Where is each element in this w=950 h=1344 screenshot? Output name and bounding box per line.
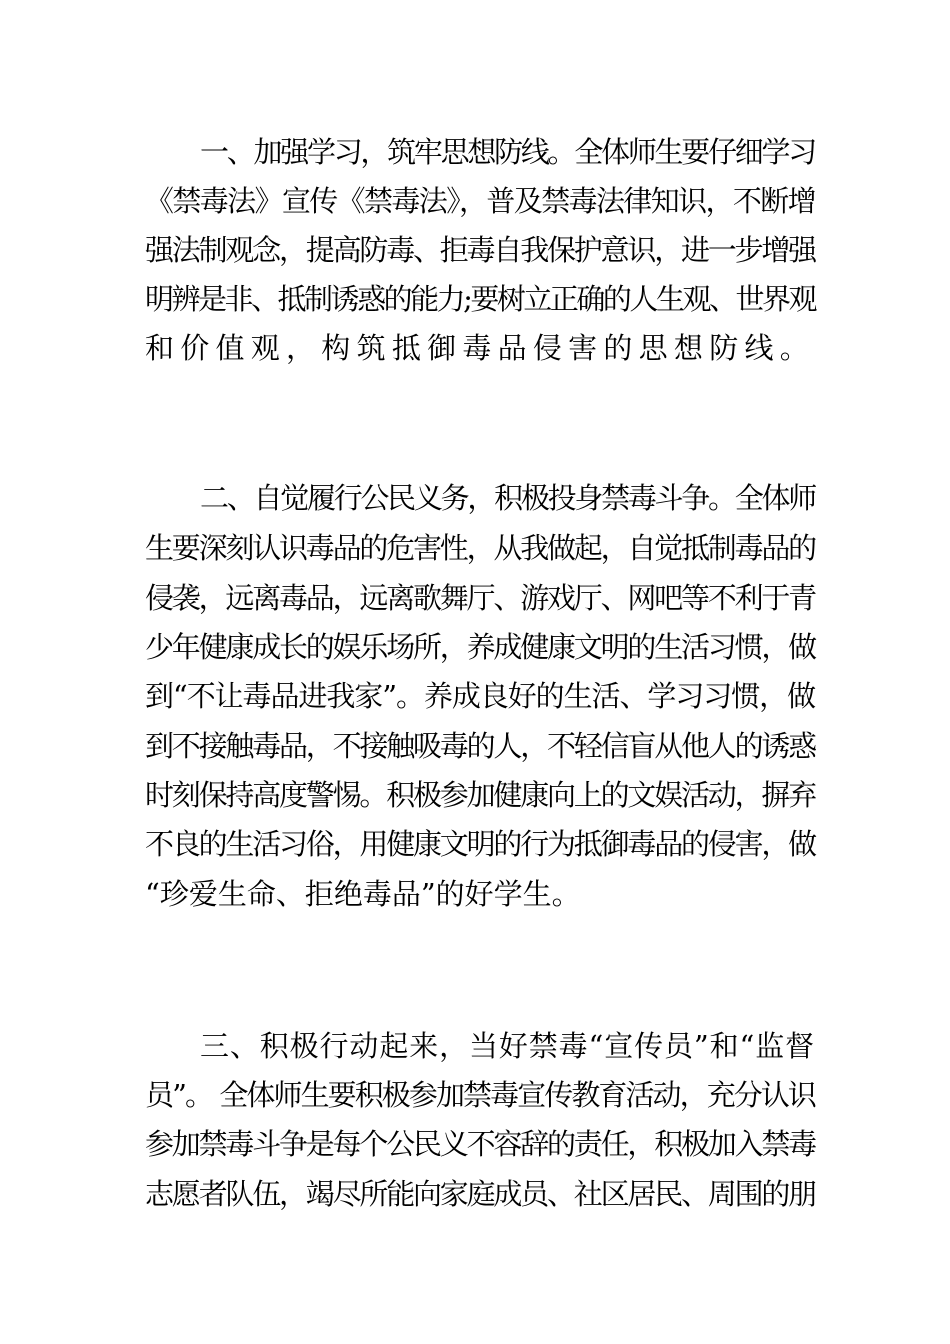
paragraph-2-line-6: 到不接触毒品，不接触吸毒的人，不轻信盲从他人的诱惑 xyxy=(145,729,815,763)
paragraph-3-line-4: 志愿者队伍，竭尽所能向家庭成员、社区居民、周围的朋 xyxy=(145,1177,815,1211)
paragraph-1-line-5: 和价值观，构筑抵御毒品侵害的思想防线。 xyxy=(145,331,815,365)
paragraph-2-line-5: 到“不让毒品进我家”。养成良好的生活、学习习惯，做 xyxy=(145,679,815,713)
paragraph-1-line-3: 强法制观念，提高防毒、拒毒自我保护意识，进一步增强 xyxy=(145,233,815,267)
paragraph-2-line-3: 侵袭，远离毒品，远离歌舞厅、游戏厅、网吧等不利于青 xyxy=(145,581,815,615)
paragraph-2-line-8: 不良的生活习俗，用健康文明的行为抵御毒品的侵害，做 xyxy=(145,827,815,861)
paragraph-2-line-1: 二、自觉履行公民义务，积极投身禁毒斗争。全体师 xyxy=(200,481,815,515)
paragraph-3-line-2: 员”。 全体师生要积极参加禁毒宣传教育活动，充分认识 xyxy=(145,1078,815,1112)
paragraph-2-line-2: 生要深刻认识毒品的危害性，从我做起，自觉抵制毒品的 xyxy=(145,531,815,565)
paragraph-1-line-4: 明辨是非、抵制诱惑的能力;要树立正确的人生观、世界观 xyxy=(145,282,815,316)
paragraph-3-line-3: 参加禁毒斗争是每个公民义不容辞的责任，积极加入禁毒 xyxy=(145,1127,815,1161)
paragraph-3-line-1: 三、积极行动起来，当好禁毒“宣传员”和“监督 xyxy=(200,1029,815,1063)
paragraph-1-line-2: 《禁毒法》宣传《禁毒法》，普及禁毒法律知识，不断增 xyxy=(145,184,815,218)
paragraph-2-line-4: 少年健康成长的娱乐场所，养成健康文明的生活习惯，做 xyxy=(145,630,815,664)
paragraph-2-line-7: 时刻保持高度警惕。积极参加健康向上的文娱活动，摒弃 xyxy=(145,778,815,812)
paragraph-2-line-9: “珍爱生命、拒绝毒品”的好学生。 xyxy=(145,877,581,911)
paragraph-1-line-1: 一、加强学习，筑牢思想防线。全体师生要仔细学习 xyxy=(200,135,815,169)
